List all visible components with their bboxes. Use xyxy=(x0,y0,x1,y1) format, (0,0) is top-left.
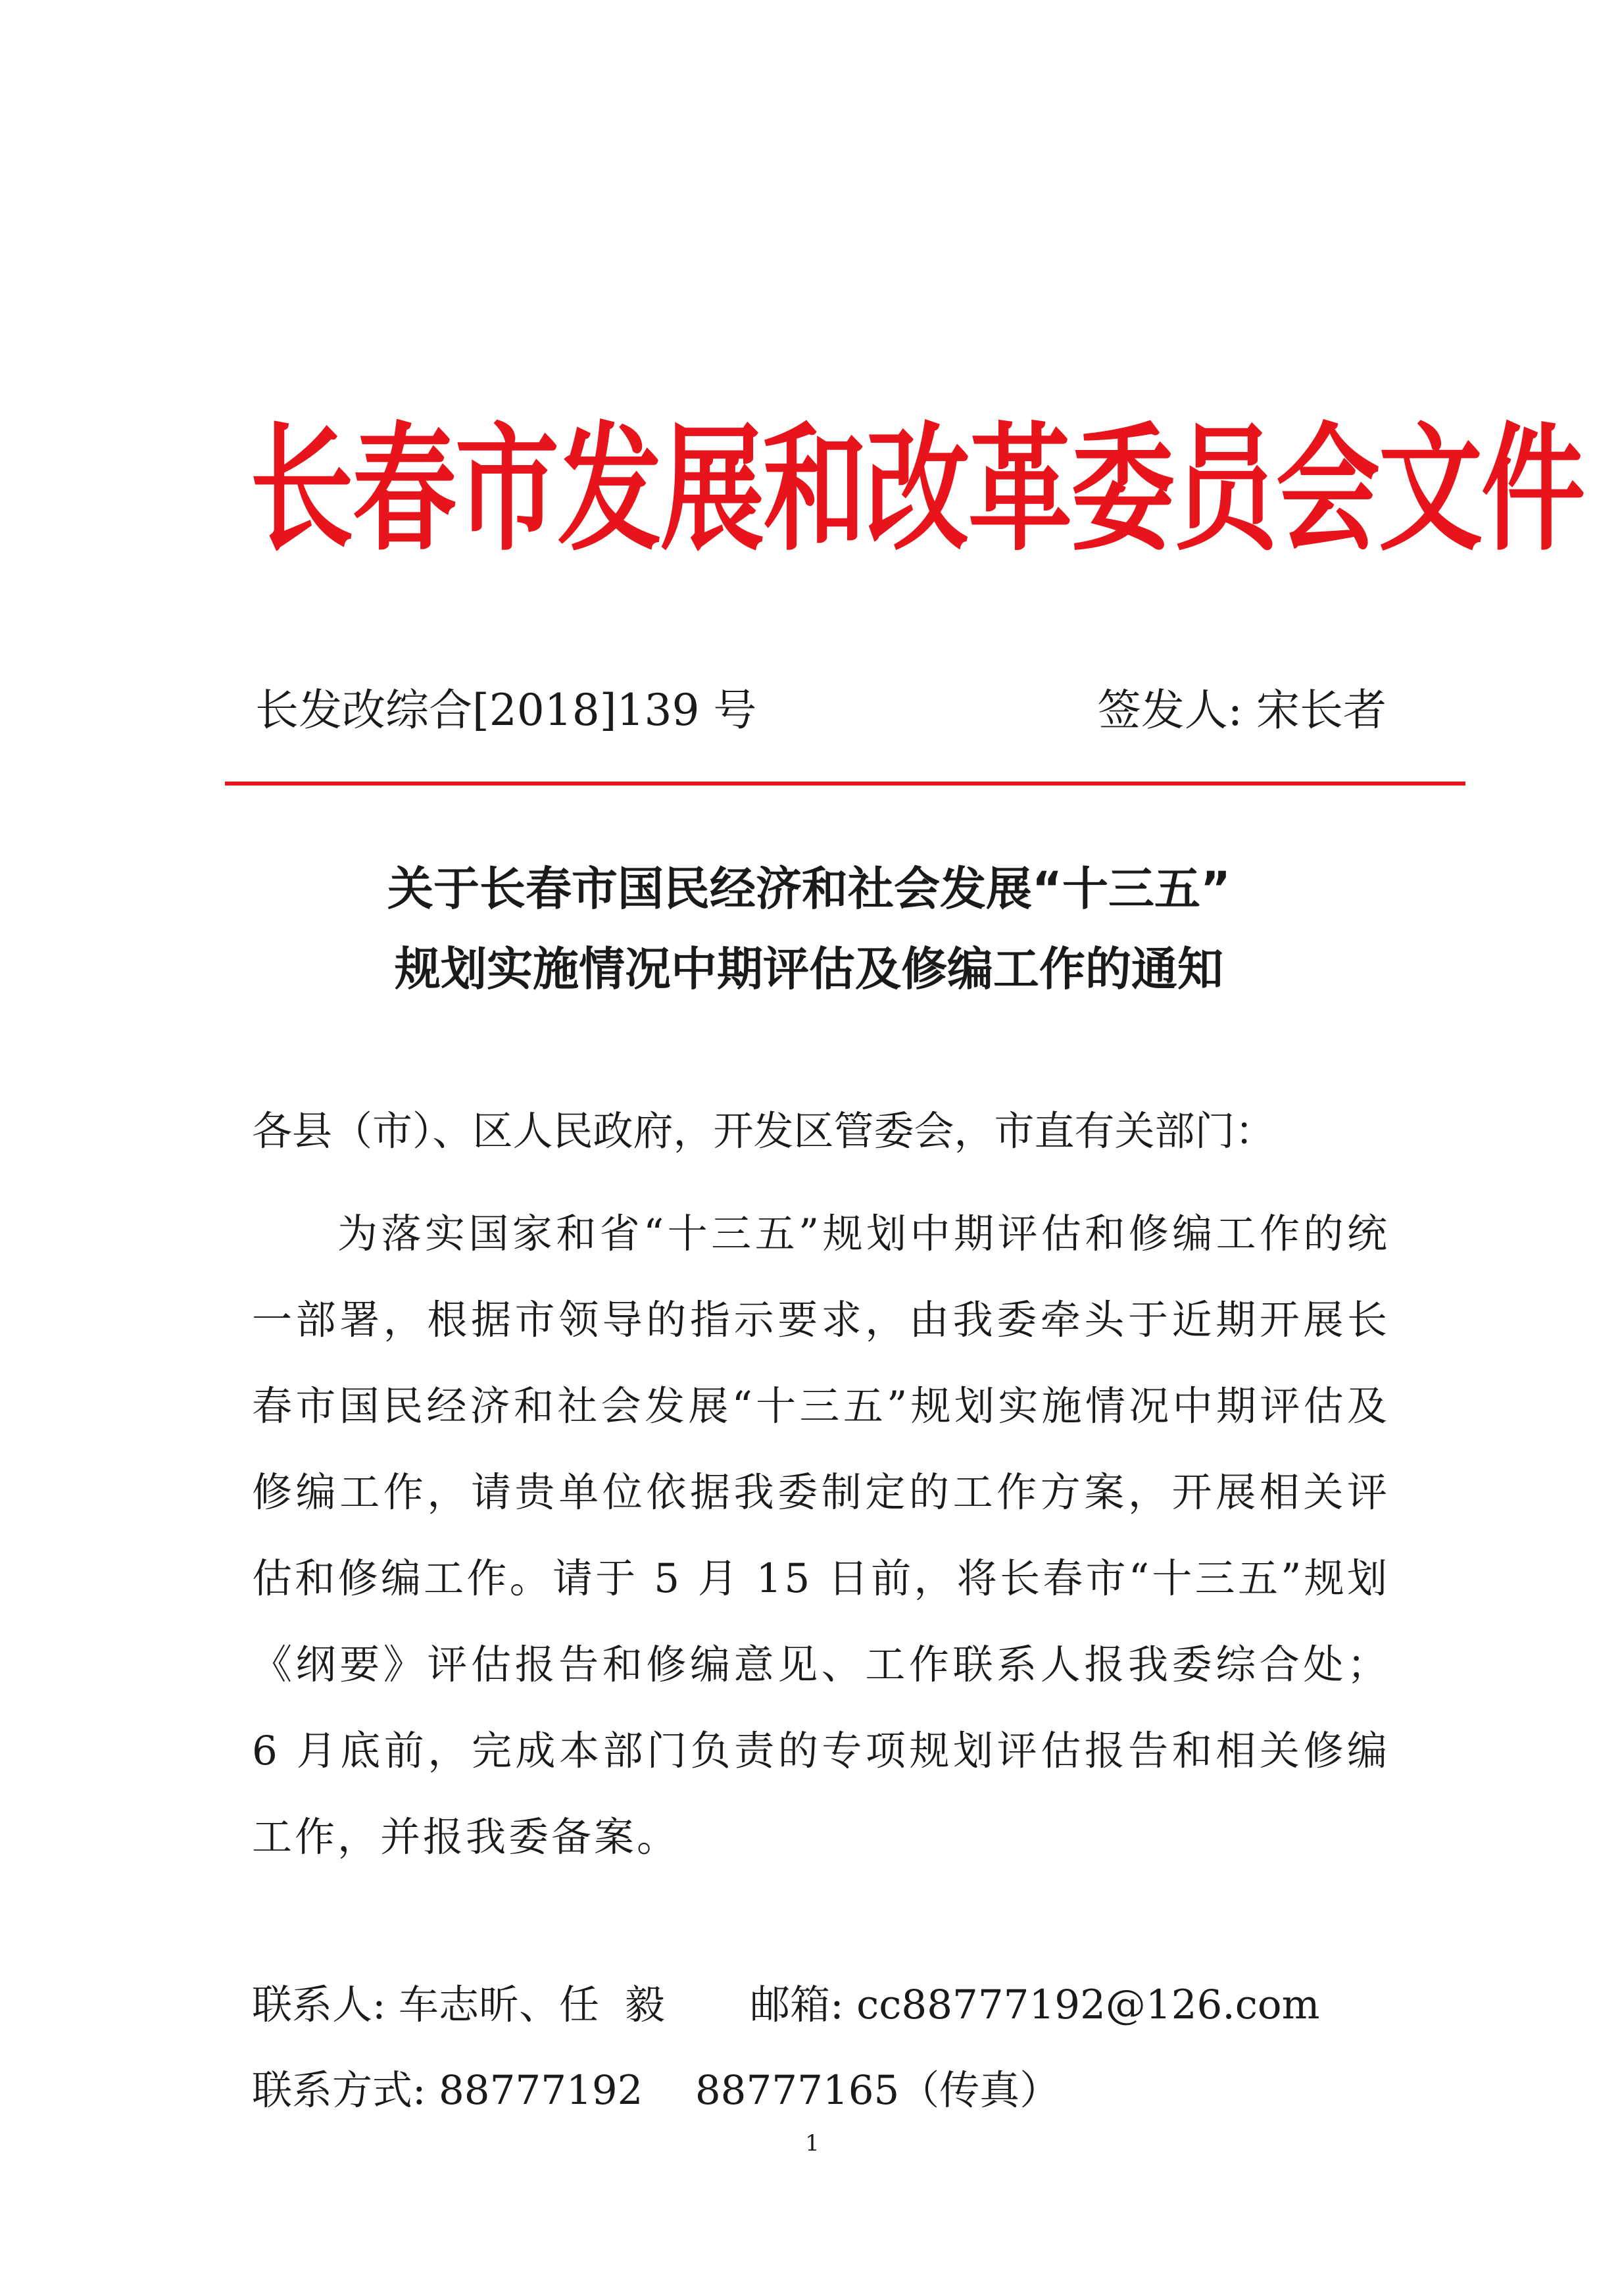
page-number: 1 xyxy=(805,2130,820,2157)
contact-phone-line xyxy=(252,2064,1060,2117)
email-address: cc88777192@126.com xyxy=(856,1982,1320,2028)
signer: 签发人: 宋长者 xyxy=(1097,685,1387,736)
document-meta xyxy=(255,684,1387,737)
contact-person-label: 联系人: xyxy=(252,1982,386,2028)
notice-title xyxy=(197,849,1421,1009)
body-paragraph: 为落实国家和省“十三五”规划中期评估和修编工作的统一部署，根据市领导的指示要求，由我委牵头于近期开展长春市国民经济和社会发展“十三五”规划实施情况中期评估及修编工作，请贵单位依据我委制定的工作方案，开展相关评估和修编工作。请于 5 月 15 日前，将长春市“十三五”规划《纲要》评估报告和修编意见、工作联系人报我委综合处；6 月底前，完成本部门负责的专项规划评估报告和相关修编工作，并报我委备案。 xyxy=(252,1210,1390,1860)
phone-label: 联系方式: xyxy=(252,2067,426,2114)
notice-title-line-2: 规划实施情况中期评估及修编工作的通知 xyxy=(395,942,1223,996)
phone-number-1: 88777192 xyxy=(438,2067,643,2114)
salutation: 各县（市）、区人民政府，开发区管委会，市直有关部门： xyxy=(252,1108,1275,1155)
contact-persons: 车志昕、任 毅 xyxy=(398,1982,665,2028)
masthead-title: 长春市发展和改革委员会文件 xyxy=(250,410,1584,570)
contact-person-line xyxy=(252,1979,1319,2032)
notice-title-line-1: 关于长春市国民经济和社会发展“十三五” xyxy=(387,862,1231,916)
document-number: 长发改综合[2018]139 号 xyxy=(255,685,757,736)
red-divider xyxy=(225,782,1465,786)
email-label: 邮箱: xyxy=(750,1982,844,2028)
phone-number-2: 88777165（传真） xyxy=(695,2067,1060,2114)
